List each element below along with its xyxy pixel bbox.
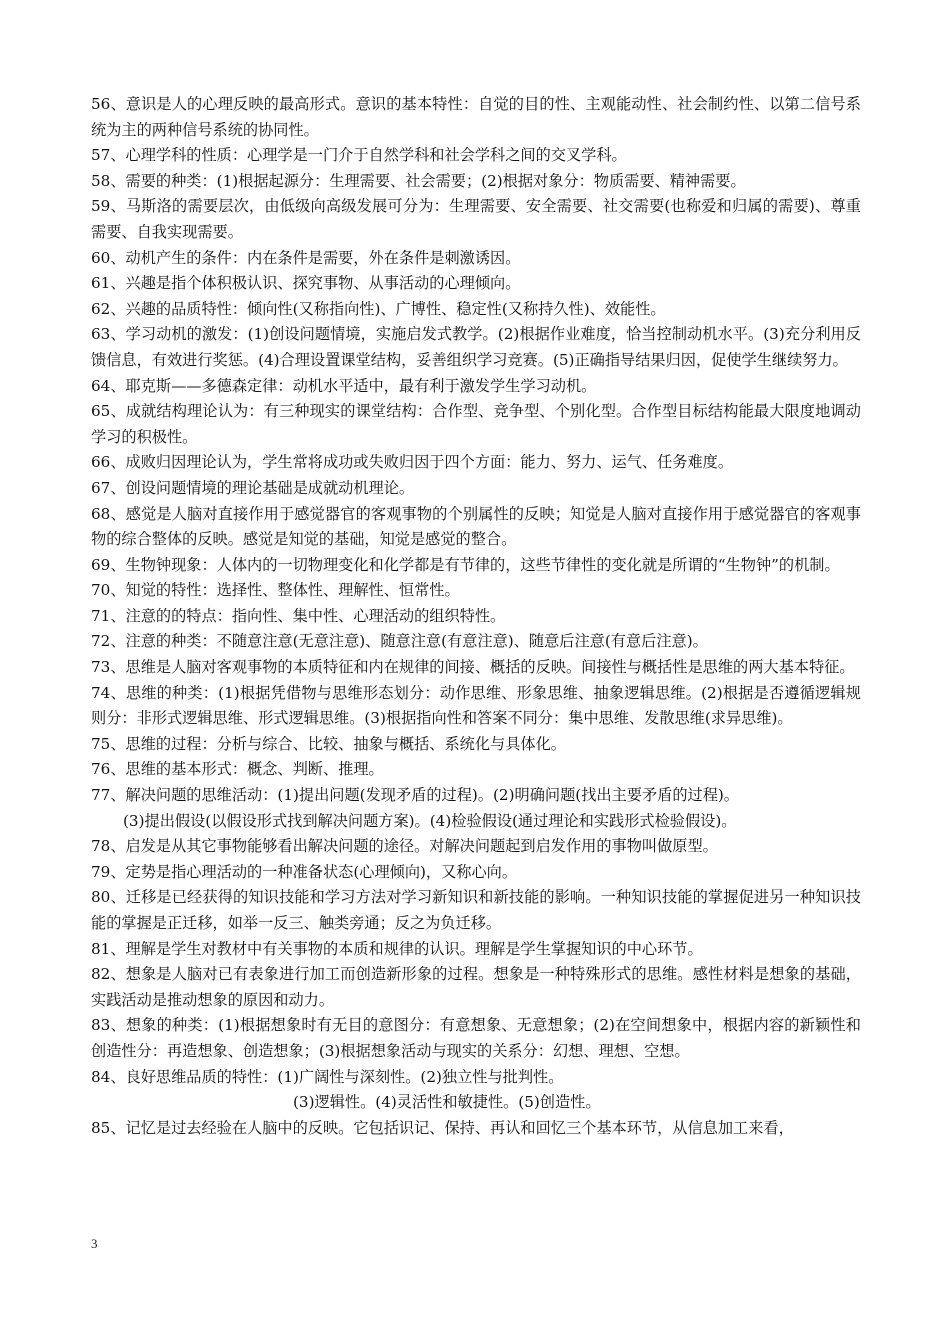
paragraph-75: 75、思维的过程：分析与综合、比较、抽象与概括、系统化与具体化。: [91, 734, 566, 753]
paragraph-61: 61、兴趣是指个体积极认识、探究事物、从事活动的心理倾向。: [91, 274, 521, 293]
paragraph-78: 78、启发是从其它事物能够看出解决问题的途径。对解决问题起到启发作用的事物叫做原型。: [91, 837, 718, 856]
paragraph-59: 59、马斯洛的需要层次，由低级向高级发展可分为：生理需要、安全需要、社交需要(也称爱和归属的需要)、尊重需要、自我实现需要。: [91, 197, 861, 241]
paragraph-84: 84、良好思维品质的特性：(1)广阔性与深刻性。(2)独立性与批判性。: [91, 1067, 564, 1086]
paragraph-66: 66、成败归因理论认为，学生常将成功或失败归因于四个方面：能力、努力、运气、任务难度。: [91, 453, 734, 472]
paragraph-74: 74、思维的种类：(1)根据凭借物与思维形态划分：动作思维、形象思维、抽象逻辑思维。(2)根据是否遵循逻辑规则分：非形式逻辑思维、形式逻辑思维。(3)根据指向性和答案不同分：集中思维、发散思维(求异思维)。: [91, 683, 861, 728]
paragraph-80: 80、迁移是已经获得的知识技能和学习方法对学习新知识和新技能的影响。一种知识技能的掌握促进另一种知识技能的掌握是正迁移，如举一反三、触类旁通；反之为负迁移。: [91, 888, 861, 932]
paragraph-56: 56、意识是人的心理反映的最高形式。意识的基本特性：自觉的目的性、主观能动性、社会制约性、以第二信号系统为主的两种信号系统的协同性。: [91, 95, 861, 139]
paragraph-60: 60、动机产生的条件：内在条件是需要，外在条件是刺激诱因。: [91, 248, 521, 267]
paragraph-76: 76、思维的基本形式：概念、判断、推理。: [91, 760, 384, 779]
paragraph-77: 77、解决问题的思维活动：(1)提出问题(发现矛盾的过程)。(2)明确问题(找出主要矛盾的过程)。: [91, 786, 739, 805]
paragraph-83: 83、想象的种类：(1)根据想象时有无目的意图分：有意想象、无意想象；(2)在空间想象中，根据内容的新颖性和创造性分：再造想象、创造想象；(3)根据想象活动与现实的关系分：幻想、理想、空想。: [91, 1016, 861, 1060]
paragraph-71: 71、注意的的特点：指向性、集中性、心理活动的组织特性。: [91, 606, 506, 625]
paragraph-67: 67、创设问题情境的理论基础是成就动机理论。: [91, 478, 415, 497]
paragraph-68: 68、感觉是人脑对直接作用于感觉器官的客观事物的个别属性的反映；知觉是人脑对直接作用于感觉器官的客观事物的综合整体的反映。感觉是知觉的基础，知觉是感觉的整合。: [91, 504, 861, 549]
paragraph-69: 69、生物钟现象：人体内的一切物理变化和化学都是有节律的，这些节律性的变化就是所谓的“生物钟”的机制。: [91, 555, 840, 574]
paragraph-63: 63、学习动机的激发：(1)创设问题情境，实施启发式教学。(2)根据作业难度，恰当控制动机水平。(3)充分利用反馈信息，有效进行奖惩。(4)合理设置课堂结构，妥善组织学习竞赛。(5)正确指导结果归因，促使学生继续努力。: [91, 325, 861, 369]
paragraph-70: 70、知觉的特性：选择性、整体性、理解性、恒常性。: [91, 581, 460, 600]
paragraph-62: 62、兴趣的品质特性：倾向性(又称指向性)、广博性、稳定性(又称持久性)、效能性。: [91, 299, 666, 318]
paragraph-85: 85、记忆是过去经验在人脑中的反映。它包括识记、保持、再认和回忆三个基本环节，从信息加工来看，: [91, 1118, 794, 1137]
paragraph-65: 65、成就结构理论认为：有三种现实的课堂结构：合作型、竞争型、个别化型。合作型目标结构能最大限度地调动学习的积极性。: [91, 402, 861, 446]
paragraph-81: 81、理解是学生对教材中有关事物的本质和规律的认识。理解是学生掌握知识的中心环节。: [91, 939, 703, 958]
paragraph-82: 82、想象是人脑对已有表象进行加工而创造新形象的过程。想象是一种特殊形式的思维。感性材料是想象的基础，实践活动是推动想象的原因和动力。: [91, 965, 861, 1009]
paragraph-72: 72、注意的种类：不随意注意(无意注意)、随意注意(有意注意)、随意后注意(有意后注意)。: [91, 632, 708, 651]
paragraph-84-continuation: (3)逻辑性。(4)灵活性和敏捷性。(5)创造性。: [293, 1093, 601, 1112]
paragraph-57: 57、心理学科的性质：心理学是一门介于自然学科和社会学科之间的交叉学科。: [91, 146, 627, 165]
document-body: [91, 92, 861, 1141]
paragraph-73: 73、思维是人脑对客观事物的本质特征和内在规律的间接、概括的反映。间接性与概括性是思维的两大基本特征。: [91, 658, 855, 677]
page-number: 3: [91, 1236, 98, 1251]
paragraph-79: 79、定势是指心理活动的一种准备状态(心理倾向)，又称心向。: [91, 862, 518, 881]
paragraph-64: 64、耶克斯——多德森定律：动机水平适中，最有利于激发学生学习动机。: [91, 376, 597, 395]
paragraph-58: 58、需要的种类：(1)根据起源分：生理需要、社会需要；(2)根据对象分：物质需要、精神需要。: [91, 171, 746, 190]
paragraph-77-continuation: (3)提出假设(以假设形式找到解决问题方案)。(4)检验假设(通过理论和实践形式检验假设)。: [123, 811, 737, 830]
